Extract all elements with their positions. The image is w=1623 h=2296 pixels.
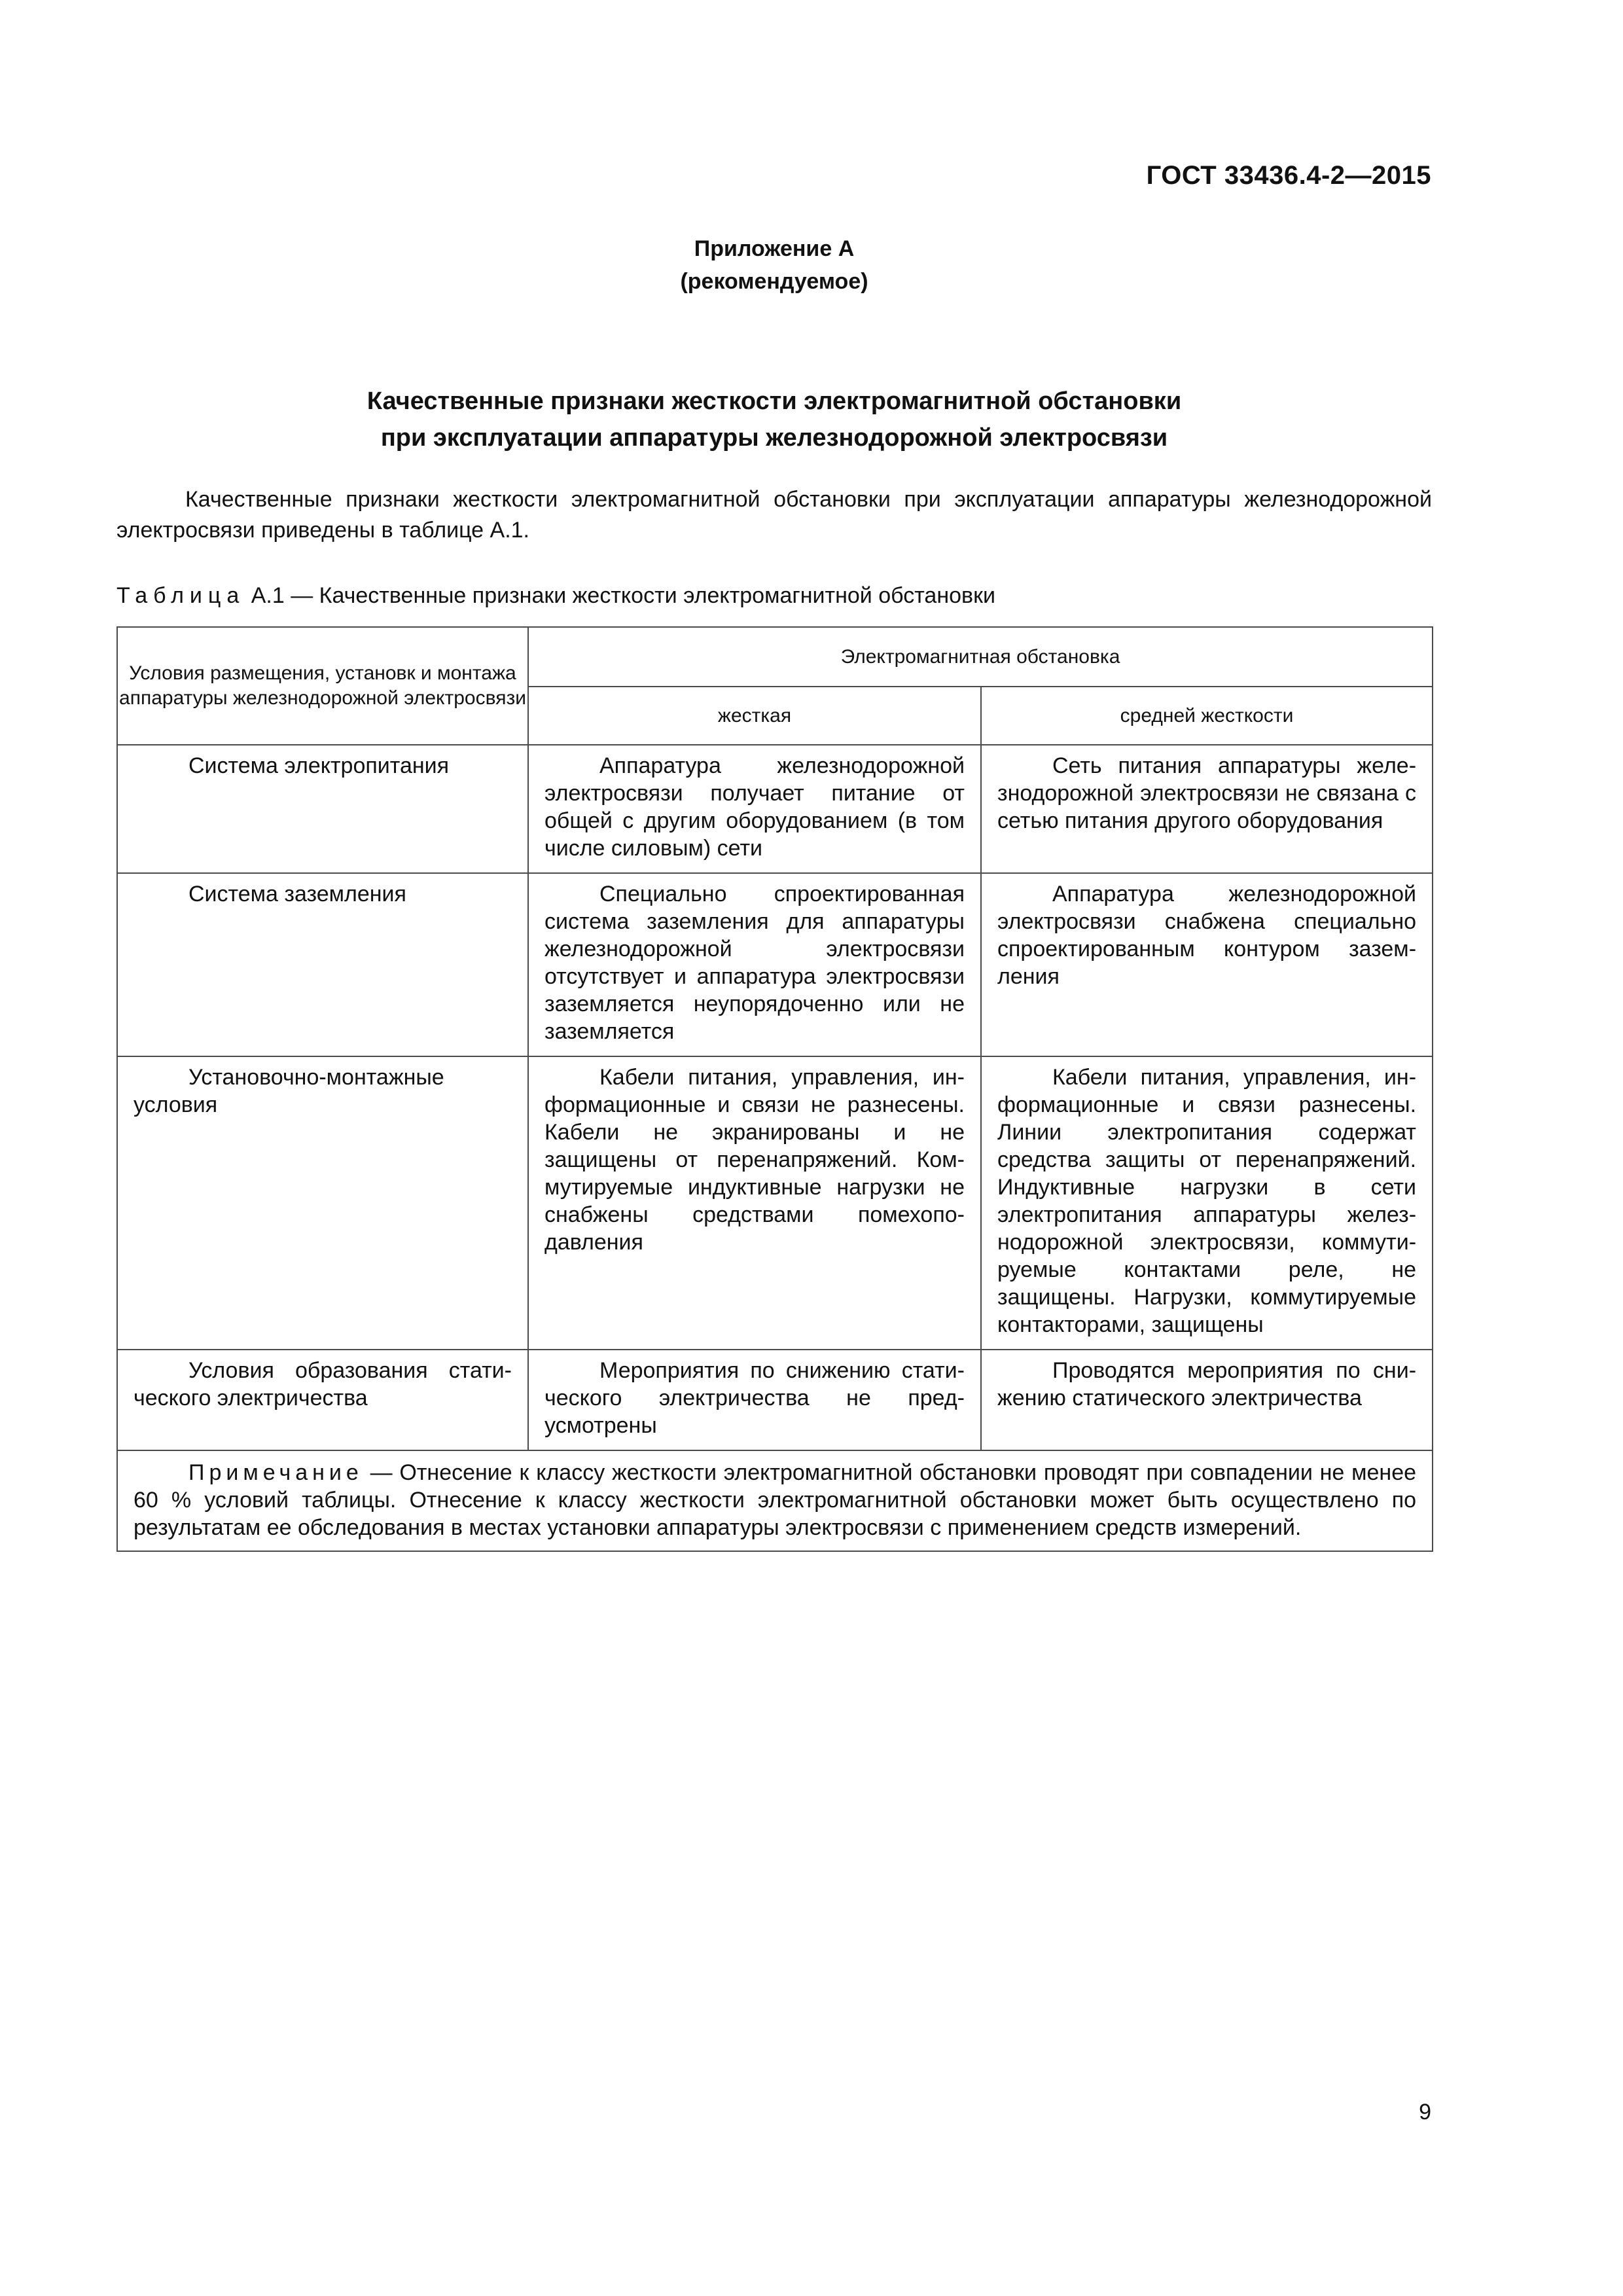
em-environment-table [116,626,1433,1552]
table-row [117,873,1433,1056]
medium-cell: Кабели питания, управления, информационные и связи разнесены. Линии электропитания содержат средства защиты от перенапряжений. Индуктивные нагрузки в сети электропитания аппаратуры железнодорожной электросвязи, коммутируемые контактами реле, не защищены. Нагрузки, коммутируемые контакторами, защищены [981,1056,1433,1350]
condition-cell: Установочно-монтажные условия [117,1056,528,1350]
table-caption-label: Таблица [116,583,245,608]
note-label: Примечание [188,1460,363,1485]
table-row [117,1056,1433,1350]
title-line-1: Качественные признаки жесткости электромагнитной обстановки [366,387,1182,415]
appendix-status: (рекомендуемое) [680,269,868,294]
medium-cell: Сеть питания аппаратуры железнодорожной электросвязи не связана с сетью питания другого оборудования [981,745,1433,873]
hard-cell: Специально спроектированная система заземления для аппаратуры железнодорожной электросвязи отсутствует и аппаратура электросвязи заземляется неупорядоченно или не заземляется [528,873,981,1056]
title-line-2: при эксплуатации аппаратуры железнодорожной электросвязи [380,424,1168,452]
header-environment: Электромагнитная обстановка [528,627,1433,687]
table-caption [116,583,995,609]
condition-cell: Система заземления [117,873,528,1056]
table-note [117,1450,1433,1551]
appendix-heading [116,232,1432,298]
condition-cell: Условия образования статического электричества [117,1350,528,1450]
condition-cell: Система электропитания [117,745,528,873]
intro-paragraph: Качественные признаки жесткости электромагнитной обстановки при эксплуатации аппаратуры железнодорожной электросвязи приведены в таблице А.1. [116,487,1432,543]
table-row [117,745,1433,873]
page-number: 9 [1419,2100,1431,2125]
header-conditions: Условия размещения, установк и монтажа аппаратуры железнодорожной электросвязи [117,627,528,745]
hard-cell: Мероприятия по снижению статического электричества не предусмотрены [528,1350,981,1450]
table-caption-text: А.1 — Качественные признаки жесткости электромагнитной обстановки [245,583,995,608]
hard-cell: Кабели питания, управления, информационные и связи не разнесены. Кабели не экранированы и не защищены от перенапряжений. Коммутируемые индуктивные нагрузки не снабжены средствами помехоподавления [528,1056,981,1350]
medium-cell: Аппаратура железнодорожной электросвязи снабжена специально спроектированным контуром заземления [981,873,1433,1056]
document-code: ГОСТ 33436.4-2—2015 [1146,161,1431,190]
table-row [117,1350,1433,1450]
medium-cell: Проводятся мероприятия по снижению статического электричества [981,1350,1433,1450]
note-text: — Отнесение к классу жесткости электромагнитной обстановки проводят при совпадении не менее 60 % условий таблицы. Отнесение к классу жесткости электромагнитной обстановки может быть осуществлено по результатам ее обследования в местах установки аппаратуры электросвязи с применением средств измерений. [134,1460,1417,1540]
header-medium: средней жесткости [981,687,1433,745]
hard-cell: Аппаратура железнодорожной электросвязи получает питание от общей с другим оборудованием (в том числе силовым) сети [528,745,981,873]
appendix-title [116,383,1432,456]
header-hard: жесткая [528,687,981,745]
appendix-name: Приложение А [694,236,855,261]
